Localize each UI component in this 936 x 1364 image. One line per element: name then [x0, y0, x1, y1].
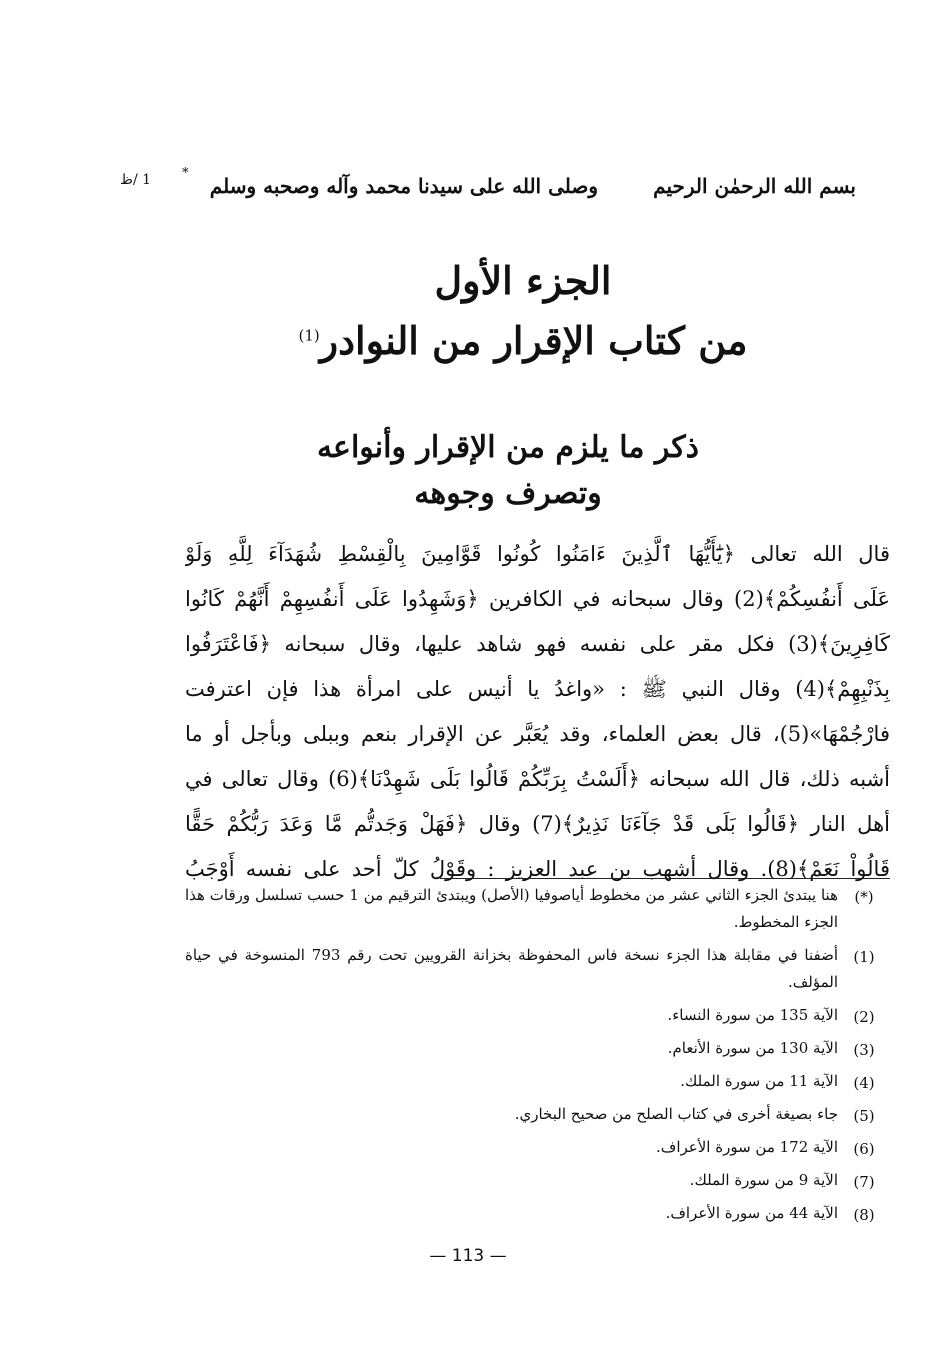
footnote-text: الآية 130 من سورة الأنعام.: [667, 1039, 838, 1057]
footnote-divider: [440, 878, 890, 879]
book-title-text: من كتاب الإقرار من النوادر: [319, 318, 748, 363]
footnote-text: الآية 135 من سورة النساء.: [667, 1006, 838, 1024]
footnote-mark: (3): [853, 1041, 875, 1059]
body-line: بِذَنْبِهِمْ﴾(4) وقال النبي ﷺ : «واغدُ يا أنيس على امرأة هذا فإن اعترفت: [185, 677, 890, 701]
footnote-mark: (*): [854, 888, 874, 906]
footnote-mark: (6): [853, 1140, 875, 1158]
book-title: [0, 318, 936, 363]
footnote-text: هنا يبتدئ الجزء الثاني عشر من مخطوط أياصوفيا (الأصل) ويبتدئ الترقيم من 1 حسب تسلسل ورقات هذا الجزء المخطوط.: [185, 886, 838, 931]
section-title-line2: وتصرف وجوهه: [414, 476, 602, 511]
footnote-text: جاء بصيغة أخرى في كتاب الصلح من صحيح البخاري.: [514, 1105, 838, 1123]
footnote-mark: (1): [853, 948, 875, 966]
footnote: [185, 1200, 890, 1227]
footnote-text: الآية 11 من سورة الملك.: [680, 1072, 838, 1090]
footnote-text: الآية 172 من سورة الأعراف.: [656, 1138, 838, 1156]
part-title: الجزء الأول: [434, 258, 612, 303]
footnote: [185, 1167, 890, 1194]
footnote-mark: (7): [853, 1173, 875, 1191]
body-line: كَافِرِينَ﴾(3) فكل مقر على نفسه فهو شاهد عليها، وقال سبحانه ﴿فَاعْتَرَفُوا: [185, 632, 890, 656]
page-header: [120, 166, 856, 206]
footnote: [185, 1134, 890, 1161]
footnote-text: الآية 44 من سورة الأعراف.: [665, 1204, 838, 1222]
footnote-text: الآية 9 من سورة الملك.: [689, 1171, 838, 1189]
footnote: [185, 882, 890, 936]
body-line: أهل النار ﴿قَالُوا بَلَى قَدْ جَآءَنَا نَذِيرٌ﴾(7) وقال ﴿فَهَلْ وَجَدتُّم مَّا وَعَدَ رَبُّكُمْ حَقًّا: [185, 812, 890, 836]
body-line: أشبه ذلك، قال الله سبحانه ﴿أَلَسْتُ بِرَبِّكُمْ قَالُوا بَلَى شَهِدْنَا﴾(6) وقال تعالى في: [185, 767, 890, 791]
footnote-mark: (5): [853, 1107, 875, 1125]
book-title-footnote-ref: (1): [298, 326, 320, 345]
footnote-text: أضفنا في مقابلة هذا الجزء نسخة فاس المحفوظة بخزانة القرويين تحت رقم 793 المنسوخة في حياة المؤلف.: [185, 946, 839, 991]
footnote-mark: (2): [853, 1008, 875, 1026]
footnote: [185, 1068, 890, 1095]
footnote-asterisk: *: [182, 166, 189, 181]
salat-line: وصلى الله على سيدنا محمد وآله وصحبه وسلم: [209, 174, 598, 198]
basmala: بسم الله الرحمٰن الرحيم: [653, 174, 856, 198]
body-line: عَلَى أَنفُسِكُمْ﴾(2) وقال سبحانه في الكافرين ﴿وَشَهِدُوا عَلَى أَنفُسِهِمْ أَنَّهُمْ كَانُوا: [185, 587, 890, 611]
footnote: [185, 1101, 890, 1128]
footnote: [185, 1035, 890, 1062]
footnote-mark: (8): [853, 1206, 875, 1224]
footnotes: [185, 882, 890, 1233]
page-number: — 113 —: [429, 1246, 507, 1266]
section-title-line1: ذكر ما يلزم من الإقرار وأنواعه: [316, 430, 700, 465]
footnote-mark: (4): [853, 1074, 875, 1092]
footnote: [185, 1002, 890, 1029]
body-text: [185, 532, 890, 892]
footnote: [185, 942, 890, 996]
folio-marker: 1 /ظ: [120, 172, 152, 188]
body-line: قال الله تعالى ﴿يَٰٓأَيُّهَا ٱلَّذِينَ ءَامَنُوا كُونُوا قَوَّامِينَ بِالْقِسْطِ شُهَدَآءَ لِلَّهِ وَلَوْ: [185, 542, 890, 566]
body-line: قَالُواْ نَعَمْ﴾(8). وقال أشهب بن عبد العزيز : وقَوْلُ كلّ أحد على نفسه أَوْجَبُ: [185, 857, 890, 881]
body-line: فارْجُمْهَا»(5)، قال بعض العلماء، وقد يُعَبَّر عن الإقرار بنعم وببلى وبأجل أو ما: [185, 722, 890, 746]
